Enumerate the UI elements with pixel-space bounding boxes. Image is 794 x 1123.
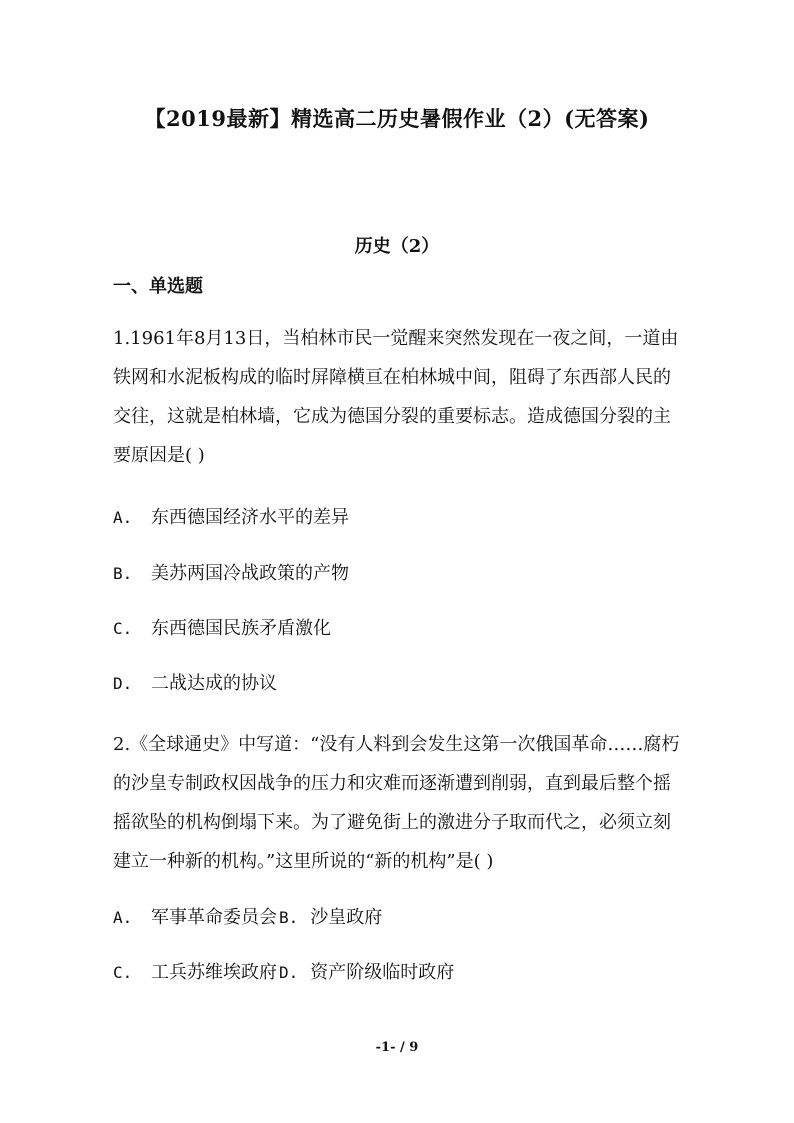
question-1-option-b xyxy=(113,562,349,586)
option-text: 沙皇政府 xyxy=(310,907,383,928)
question-1-option-c xyxy=(113,617,331,641)
option-letter: C. xyxy=(113,963,133,982)
option-text: 二战达成的协议 xyxy=(151,673,277,694)
question-1-option-a xyxy=(113,506,349,530)
option-letter: B. xyxy=(113,564,133,583)
question-1-option-d xyxy=(113,672,277,696)
document-title: 【2019最新】精选高二历史暑假作业（2）(无答案) xyxy=(144,106,650,131)
question-2-options-ab xyxy=(113,906,382,930)
option-text: 资产阶级临时政府 xyxy=(310,962,455,983)
page-number: -1- / 9 xyxy=(375,1040,419,1055)
option-text: 美苏两国冷战政策的产物 xyxy=(151,563,349,584)
document-subtitle: 历史（2） xyxy=(354,236,440,257)
option-text: 东西德国民族矛盾激化 xyxy=(151,618,331,639)
option-letter: A. xyxy=(113,908,133,927)
option-text: 军事革命委员会 xyxy=(151,907,277,928)
option-letter: D. xyxy=(279,963,299,982)
option-letter: B. xyxy=(279,908,299,927)
question-2-options-cd xyxy=(113,961,454,985)
option-letter: D. xyxy=(113,674,133,693)
option-letter: A. xyxy=(113,508,133,527)
option-letter: C. xyxy=(113,619,133,638)
section-heading: 一、单选题 xyxy=(113,276,203,297)
question-2-stem: 2.《全球通史》中写道：“没有人料到会发生这第一次俄国革命……腐朽的沙皇专制政权因战争的压力和灾难而逐渐遭到削弱，直到最后整个摇摇欲坠的机构倒塌下来。为了避免街上的激进分子取而代之，必须立刻建立一种新的机构。”这里所说的“新的机构”是( ) xyxy=(113,734,680,872)
question-1-stem: 1.1961年8月13日，当柏林市民一觉醒来突然发现在一夜之间，一道由铁网和水泥板构成的临时屏障横亘在柏林城中间，阻碍了东西部人民的交往，这就是柏林墙，它成为德国分裂的重要标志。造成德国分裂的主要原因是( ) xyxy=(113,328,679,466)
option-text: 东西德国经济水平的差异 xyxy=(151,507,349,528)
option-text: 工兵苏维埃政府 xyxy=(151,962,277,983)
